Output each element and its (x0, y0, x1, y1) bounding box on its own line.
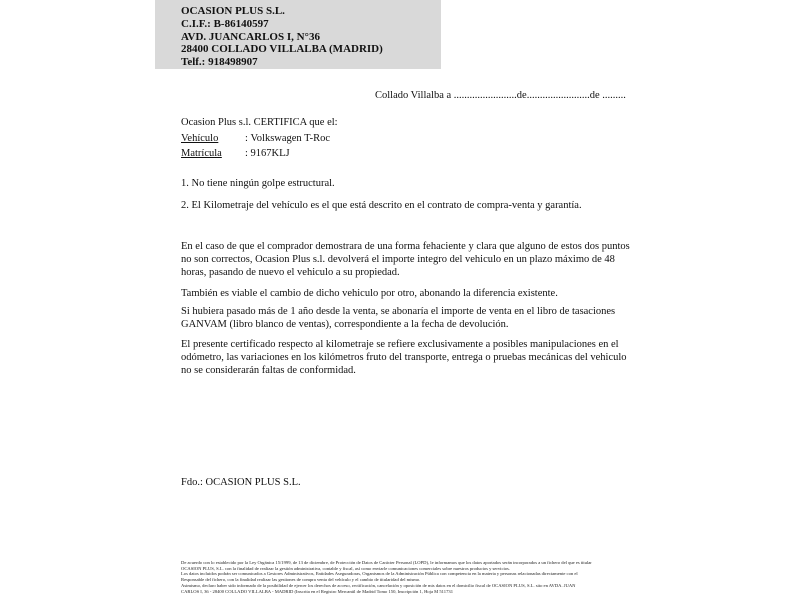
certify-line: Ocasion Plus s.l. CERTIFICA que el: (181, 117, 338, 128)
plate-label: Matrícula (181, 148, 222, 159)
legal-footer (181, 560, 621, 594)
date-line: Collado Villalba a ........................de........................de ......... (375, 90, 626, 101)
plate-separator: : (245, 148, 248, 159)
vehicle-value-group (245, 133, 330, 144)
paragraph-ganvam-valuation: Si hubiera pasado más de 1 año desde la venta, se abonaría el importe de venta en el libro de tasaciones GANVAM (libro blanco de ventas), correspondiente a la fecha de devolución. (181, 306, 616, 331)
company-address: AVD. JUANCARLOS I, N°36 (181, 30, 320, 43)
legal-footer-line: Responsable del fichero, con la finalidad realizar las gestiones de compra venta del vehículo y el cambio de titularidad del mismo. (181, 577, 421, 583)
certified-point-2: 2. El Kilometraje del vehículo es el que está descrito en el contrato de compra-venta y garantía. (181, 200, 582, 211)
legal-footer-line: OCASION PLUS, S.L. con la finalidad de realizar la gestión administrativa, contable y fiscal, así como enviarle comunicaciones comerciales sobre nuestros productos y servicios. (181, 565, 510, 571)
legal-footer-line: De acuerdo con lo establecido por la Ley Orgánica 15/1999, de 13 de diciembre, de Protección de Datos de Carácter Personal (LOPD), le informamos que los datos aportados serán incorporados a un fichero del que es titular (181, 560, 592, 565)
legal-footer-line: Asimismo, declaro haber sido informado de la posibilidad de ejercer los derechos de acceso, rectificación, cancelación y oposición de mis datos en el domicilio fiscal de OCASION PLUS, S.L. sito en AVDA. JUAN (181, 582, 576, 588)
company-header-block (155, 0, 441, 69)
certified-point-1: 1. No tiene ningún golpe estructural. (181, 178, 335, 189)
signature-line: Fdo.: OCASION PLUS S.L. (181, 477, 301, 488)
plate-value-group (245, 148, 290, 159)
legal-footer-line: Los datos incluidos podrán ser comunicados a Gestores Administrativos, Entidades Aseguradoras, Organismos de la Administración Pública con competencia en la materia y personas relacionadas directamente con el (181, 571, 578, 577)
paragraph-odometer-disclaimer: El presente certificado respecto al kilometraje se refiere exclusivamente a posibles manipulaciones en el odómetro, las variaciones en los kilómetros fruto del transporte, entrega o pruebas mecánicas del vehiculo no se considerarán faltas de conformidad. (181, 339, 627, 377)
paragraph-refund-terms: En el caso de que el comprador demostrara de una forma fehaciente y clara que alguno de estos dos puntos no son correctos, Ocasion Plus s.l. devolverá el importe integro del vehiculo en un plazo máximo de 48 horas, pasando de nuevo el vehiculo a su propiedad. (181, 241, 630, 279)
company-name: OCASION PLUS S.L. (181, 5, 285, 17)
vehicle-label: Vehículo (181, 133, 219, 144)
company-phone: Telf.: 918498907 (181, 56, 258, 69)
vehicle-line (181, 133, 330, 144)
company-city: 28400 COLLADO VILLALBA (MADRID) (181, 43, 383, 56)
vehicle-value: Volkswagen T-Roc (250, 133, 330, 144)
paragraph-exchange-option: También es viable el cambio de dicho vehiculo por otro, abonando la diferencia existente. (181, 288, 558, 299)
vehicle-separator: : (245, 133, 248, 144)
plate-value: 9167KLJ (250, 148, 290, 159)
plate-line (181, 148, 290, 159)
legal-footer-line: CARLOS I, 36 - 28400 COLLADO VILLALBA - MADRID (Inscrita en el Registro Mercantil de Madrid Tomo 150, Inscripción 1, Hoja M 511731 (181, 588, 453, 594)
company-cif: C.I.F.: B-86140597 (181, 17, 269, 30)
